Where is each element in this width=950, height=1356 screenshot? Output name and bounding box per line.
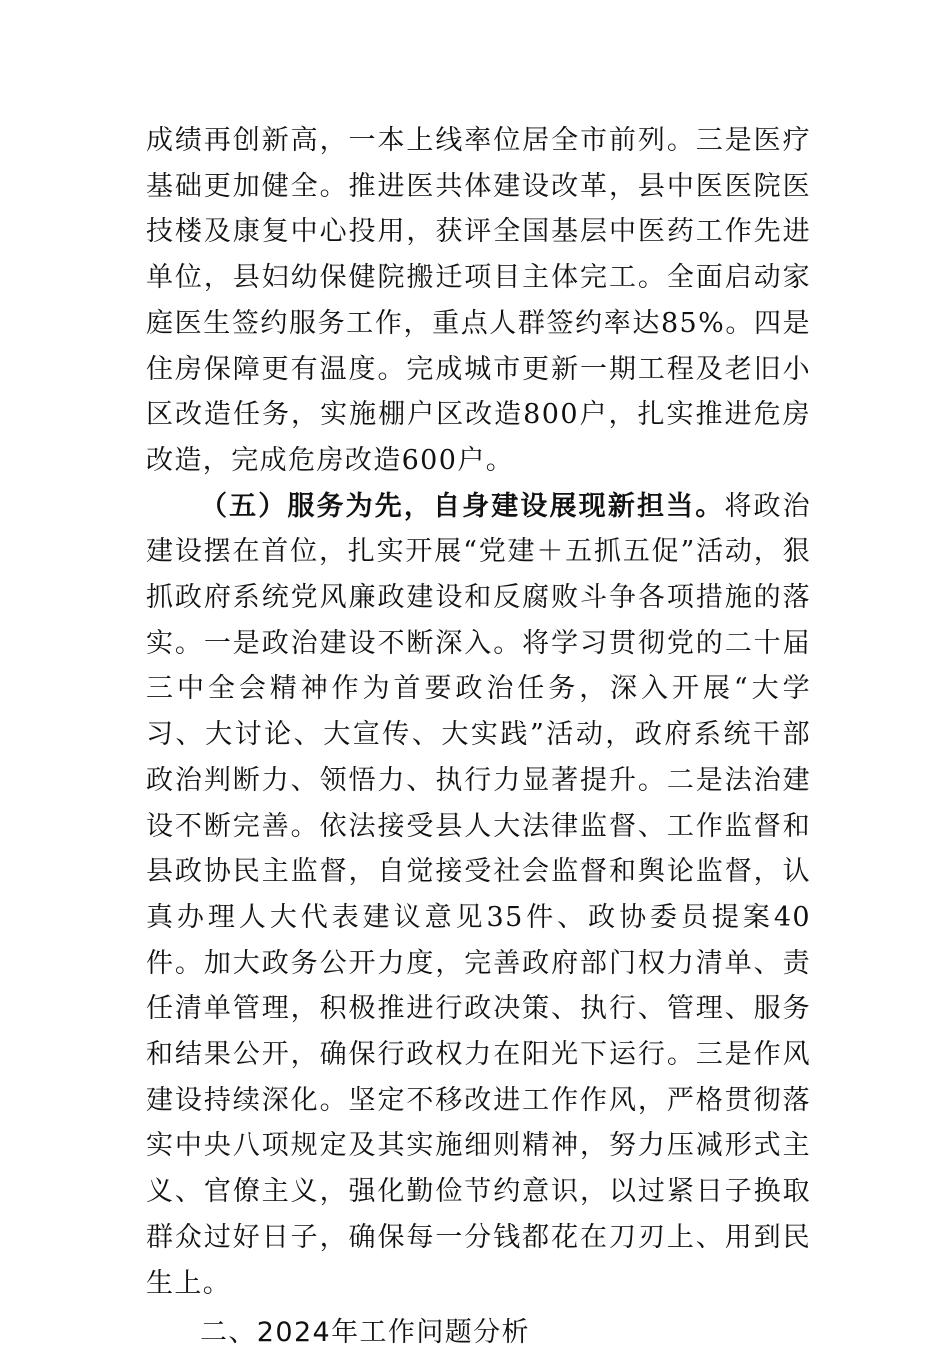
paragraph-lead-heading: （五）服务为先，自身建设展现新担当。 — [200, 490, 725, 522]
paragraph-section-five — [146, 484, 811, 1307]
section-heading: 二、2024年工作问题分析 — [200, 1317, 530, 1349]
document-body — [146, 118, 811, 1356]
paragraph-body-text: 将政治建设摆在首位，扎实开展“党建＋五抓五促”活动，狠抓政府系统党风廉政建设和反腐败斗争各项措施的落实。一是政治建设不断深入。将学习贯彻党的二十届三中全会精神作为首要政治任务，深入开展“大学习、大讨论、大宣传、大实践”活动，政府系统干部政治判断力、领悟力、执行力显著提升。二是法治建设不断完善。依法接受县人大法律监督、工作监督和县政协民主监督，自觉接受社会监督和舆论监督，认真办理人大代表建议意见35件、政协委员提案40件。加大政务公开力度，完善政府部门权力清单、责任清单管理，积极推进行政决策、执行、管理、服务和结果公开，确保行政权力在阳光下运行。三是作风建设持续深化。坚定不移改进工作作风，严格贯彻落实中央八项规定及其实施细则精神，努力压减形式主义、官僚主义，强化勤俭节约意识，以过紧日子换取群众过好日子，确保每一分钱都花在刀刃上、用到民生上。 — [146, 490, 812, 1299]
paragraph-continuation: 成绩再创新高，一本上线率位居全市前列。三是医疗基础更加健全。推进医共体建设改革，县中医医院医技楼及康复中心投用，获评全国基层中医药工作先进单位，县妇幼保健院搬迁项目主体完工。全面启动家庭医生签约服务工作，重点人群签约率达85%。四是住房保障更有温度。完成城市更新一期工程及老旧小区改造任务，实施棚户区改造800户，扎实推进危房改造，完成危房改造600户。 — [146, 125, 811, 476]
